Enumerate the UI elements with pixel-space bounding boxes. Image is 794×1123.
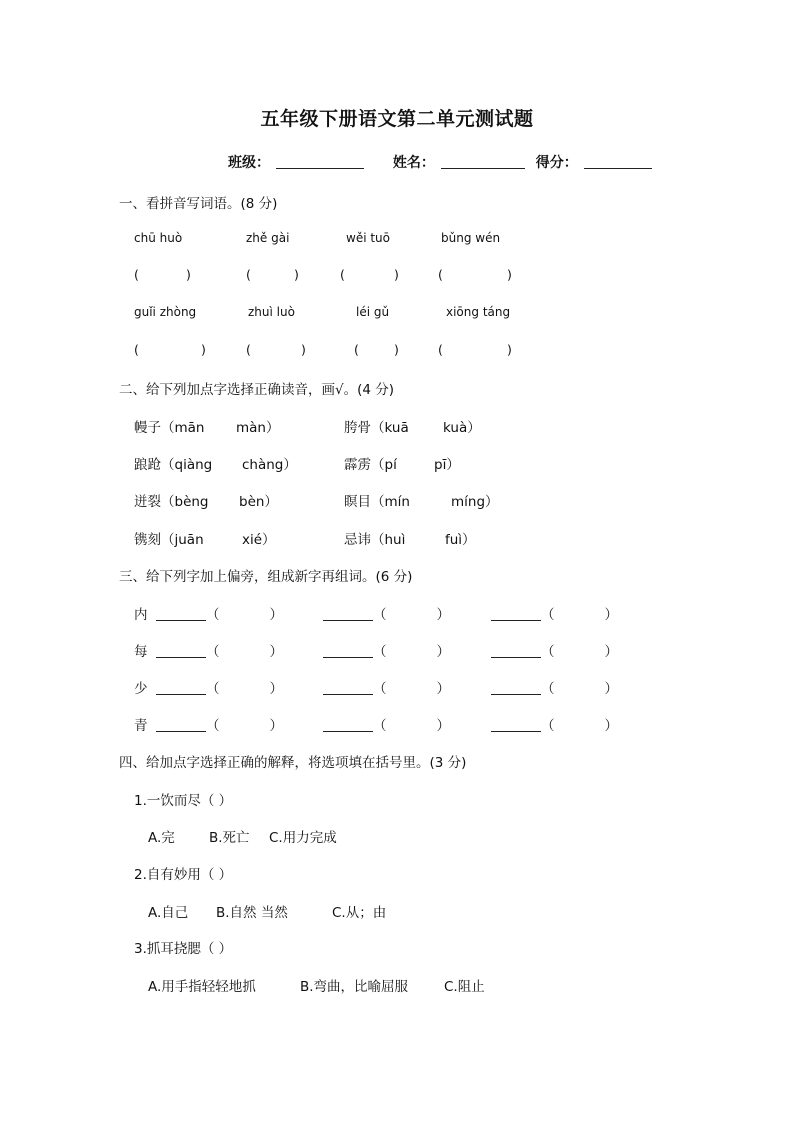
reading-word: 霹雳（pí bbox=[344, 457, 397, 473]
paren-open: （ bbox=[541, 644, 555, 660]
score-field bbox=[536, 152, 656, 172]
answer-paren-open: ( bbox=[354, 342, 359, 357]
new-char-blank[interactable] bbox=[491, 682, 541, 695]
paren-close: ） bbox=[436, 718, 450, 734]
radical-answer-row bbox=[491, 603, 618, 623]
paren-close: ） bbox=[604, 607, 618, 623]
answer-paren-close: ) bbox=[394, 342, 399, 357]
reading-option[interactable]: fuì） bbox=[445, 532, 476, 548]
reading-option[interactable]: màn） bbox=[236, 420, 280, 436]
answer-paren-close: ) bbox=[507, 267, 512, 282]
option-a[interactable]: A.用手指轻轻地抓 bbox=[148, 979, 256, 995]
reading-option[interactable]: kuà） bbox=[443, 420, 481, 436]
name-blank[interactable] bbox=[441, 154, 525, 169]
answer-paren-close: ) bbox=[186, 267, 191, 282]
radical-answer-row bbox=[491, 640, 618, 660]
new-char-blank[interactable] bbox=[323, 682, 373, 695]
section-1-heading: 一、看拼音写词语。(8 分) bbox=[119, 196, 278, 212]
option-c[interactable]: C.阻止 bbox=[444, 979, 485, 995]
page-title: 五年级下册语文第二单元测试题 bbox=[260, 108, 534, 130]
answer-paren-open: ( bbox=[340, 267, 345, 282]
answer-paren-open: ( bbox=[246, 342, 251, 357]
paren-open: （ bbox=[206, 681, 220, 697]
pinyin-item: léi gǔ bbox=[356, 305, 390, 319]
radical-answer-row bbox=[156, 640, 283, 660]
paren-close: ） bbox=[269, 681, 283, 697]
new-char-blank[interactable] bbox=[156, 645, 206, 658]
paren-open: （ bbox=[373, 644, 387, 660]
paren-open: （ bbox=[541, 681, 555, 697]
radical-answer-row bbox=[323, 603, 450, 623]
option-b[interactable]: B.自然 当然 bbox=[216, 905, 288, 921]
new-char-blank[interactable] bbox=[156, 682, 206, 695]
reading-word: 迸裂（bèng bbox=[134, 494, 209, 510]
student-info-line bbox=[228, 152, 656, 172]
reading-option[interactable]: bèn） bbox=[239, 494, 278, 510]
pinyin-item: zhuì luò bbox=[248, 305, 295, 319]
answer-paren-close: ) bbox=[301, 342, 306, 357]
answer-paren-open: ( bbox=[246, 267, 251, 282]
section-4-heading: 四、给加点字选择正确的解释，将选项填在括号里。(3 分) bbox=[119, 755, 467, 771]
option-b[interactable]: B.死亡 bbox=[209, 830, 250, 846]
radical-answer-row bbox=[323, 677, 450, 697]
radical-answer-row bbox=[323, 714, 450, 734]
new-char-blank[interactable] bbox=[156, 608, 206, 621]
name-field bbox=[393, 152, 529, 172]
reading-option[interactable]: xié） bbox=[242, 532, 276, 548]
answer-paren-close: ) bbox=[294, 267, 299, 282]
paren-open: （ bbox=[373, 607, 387, 623]
new-char-blank[interactable] bbox=[156, 719, 206, 732]
question-2: 2.自有妙用（ ） bbox=[134, 867, 233, 883]
reading-word: 幔子（mān bbox=[134, 420, 205, 436]
pinyin-item: wěi tuō bbox=[346, 231, 390, 245]
pinyin-item: chū huò bbox=[134, 231, 183, 245]
paren-close: ） bbox=[604, 718, 618, 734]
option-b[interactable]: B.弯曲，比喻屈服 bbox=[300, 979, 409, 995]
new-char-blank[interactable] bbox=[491, 719, 541, 732]
base-character: 青 bbox=[134, 718, 148, 734]
option-c[interactable]: C.从；由 bbox=[332, 905, 387, 921]
paren-close: ） bbox=[604, 681, 618, 697]
base-character: 内 bbox=[134, 607, 148, 623]
radical-answer-row bbox=[156, 677, 283, 697]
new-char-blank[interactable] bbox=[323, 719, 373, 732]
reading-word: 镌刻（juān bbox=[134, 532, 204, 548]
paren-open: （ bbox=[206, 607, 220, 623]
answer-paren-open: ( bbox=[438, 267, 443, 282]
answer-paren-close: ) bbox=[201, 342, 206, 357]
base-character: 每 bbox=[134, 644, 148, 660]
class-label: 班级： bbox=[228, 155, 270, 171]
radical-answer-row bbox=[323, 640, 450, 660]
base-character: 少 bbox=[134, 681, 148, 697]
radical-answer-row bbox=[491, 677, 618, 697]
new-char-blank[interactable] bbox=[323, 608, 373, 621]
paren-close: ） bbox=[269, 718, 283, 734]
reading-option[interactable]: míng） bbox=[451, 494, 499, 510]
reading-word: 忌讳（huì bbox=[344, 532, 406, 548]
score-blank[interactable] bbox=[584, 154, 652, 169]
paren-close: ） bbox=[436, 607, 450, 623]
answer-paren-open: ( bbox=[438, 342, 443, 357]
reading-option[interactable]: pī） bbox=[434, 457, 460, 473]
option-a[interactable]: A.完 bbox=[148, 830, 175, 846]
radical-answer-row bbox=[156, 603, 283, 623]
class-field bbox=[228, 152, 368, 172]
section-3-heading: 三、给下列字加上偏旁，组成新字再组词。(6 分) bbox=[119, 569, 413, 585]
question-3: 3.抓耳挠腮（ ） bbox=[134, 941, 233, 957]
new-char-blank[interactable] bbox=[323, 645, 373, 658]
paren-open: （ bbox=[373, 718, 387, 734]
paren-close: ） bbox=[269, 644, 283, 660]
paren-open: （ bbox=[206, 644, 220, 660]
reading-word: 踉跄（qiàng bbox=[134, 457, 213, 473]
class-blank[interactable] bbox=[276, 154, 364, 169]
question-1: 1.一饮而尽（ ） bbox=[134, 793, 233, 809]
paren-close: ） bbox=[436, 681, 450, 697]
score-label: 得分： bbox=[535, 155, 578, 171]
paren-close: ） bbox=[604, 644, 618, 660]
new-char-blank[interactable] bbox=[491, 608, 541, 621]
pinyin-item: zhě gài bbox=[246, 231, 290, 245]
paren-open: （ bbox=[541, 718, 555, 734]
paren-close: ） bbox=[269, 607, 283, 623]
reading-option[interactable]: chàng） bbox=[242, 457, 297, 473]
answer-paren-open: ( bbox=[134, 267, 139, 282]
pinyin-item: guǐi zhòng bbox=[134, 305, 197, 319]
new-char-blank[interactable] bbox=[491, 645, 541, 658]
answer-paren-open: ( bbox=[134, 342, 139, 357]
reading-word: 瞑目（mín bbox=[344, 494, 410, 510]
paren-open: （ bbox=[373, 681, 387, 697]
radical-answer-row bbox=[156, 714, 283, 734]
answer-paren-close: ) bbox=[507, 342, 512, 357]
name-label: 姓名： bbox=[392, 155, 435, 171]
paren-open: （ bbox=[206, 718, 220, 734]
paren-open: （ bbox=[541, 607, 555, 623]
reading-word: 胯骨（kuā bbox=[344, 420, 409, 436]
option-c[interactable]: C.用力完成 bbox=[269, 830, 337, 846]
paren-close: ） bbox=[436, 644, 450, 660]
option-a[interactable]: A.自己 bbox=[148, 905, 189, 921]
answer-paren-close: ) bbox=[394, 267, 399, 282]
pinyin-item: bǔng wén bbox=[441, 231, 501, 245]
radical-answer-row bbox=[491, 714, 618, 734]
section-2-heading: 二、给下列加点字选择正确读音，画√。(4 分) bbox=[119, 382, 395, 398]
pinyin-item: xiōng táng bbox=[446, 305, 511, 319]
